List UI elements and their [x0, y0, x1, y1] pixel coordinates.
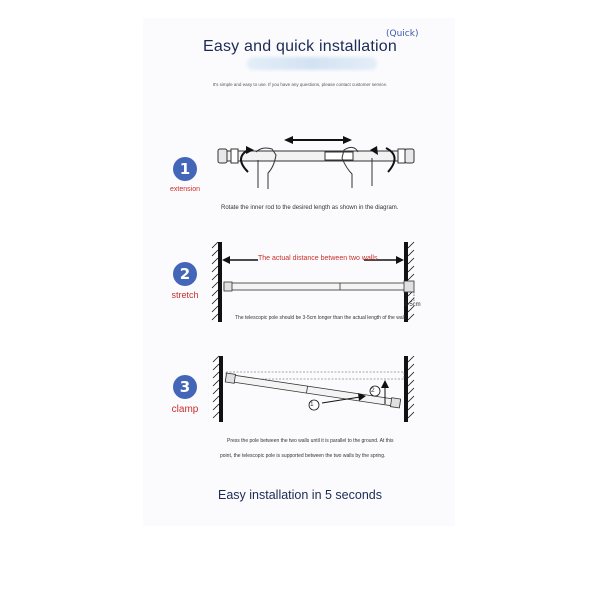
step-2-caption: The telescopic pole should be 3-5cm longer than the actual length of the wall.	[235, 315, 407, 321]
page-title: Easy and quick installation	[203, 38, 397, 55]
quick-badge: (Quick)	[386, 29, 419, 39]
step-1-caption: Rotate the inner rod to the desired length as shown in the diagram.	[221, 205, 399, 211]
footer-text: Easy installation in 5 seconds	[218, 488, 382, 502]
step-2-number: 2	[179, 265, 191, 283]
step-3-number: 3	[179, 378, 191, 396]
step-3-caption-line-1: Press the pole between the two walls until it is parallel to the ground. At this	[227, 438, 394, 444]
step-2-label: stretch	[171, 290, 199, 300]
step-1-label: extension	[170, 186, 200, 193]
marker-1: 1	[310, 401, 314, 408]
step-3-label: clamp	[171, 404, 199, 415]
measure-label: 3-5cm	[404, 302, 421, 308]
step-1-number: 1	[179, 160, 191, 178]
page-subtitle: It's simple and easy to use. If you have any questions, please contact customer service.	[212, 82, 388, 87]
distance-label: The actual distance between two walls	[258, 255, 378, 262]
marker-2: 2	[371, 387, 375, 394]
step-3-caption-line-2: point, the telescopic pole is supported between the two walls by the spring.	[220, 453, 386, 459]
